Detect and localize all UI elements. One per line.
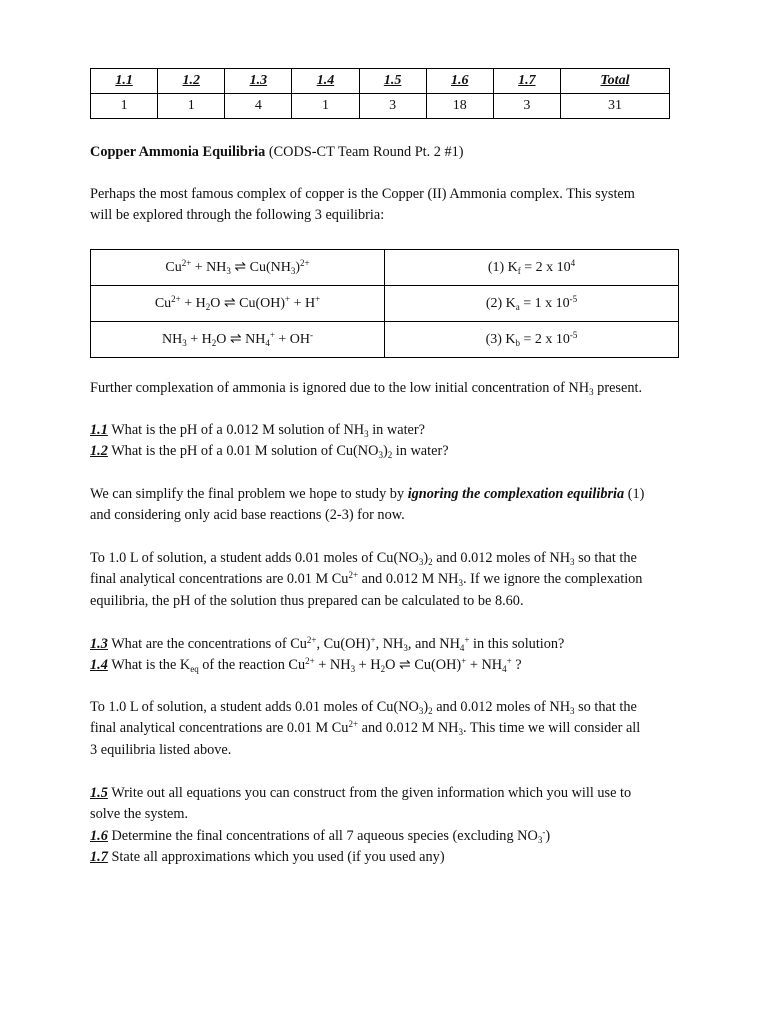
scenario-paragraph-1	[90, 548, 680, 612]
scenario-text: and 0.012 M NH	[358, 720, 459, 737]
scenario-text: . This time we will consider all	[463, 720, 641, 737]
score-table	[90, 68, 670, 119]
title-bold: Copper Ammonia Equilibria	[90, 144, 266, 160]
scenario-text: so that the	[574, 699, 637, 715]
score-header-cell: 1.2	[158, 69, 225, 94]
equilibrium-constant	[385, 286, 679, 322]
questions-1-3-1-4	[90, 634, 680, 677]
intro-line: Perhaps the most famous complex of copper is the Copper (II) Ammonia complex. This system	[90, 186, 635, 202]
score-header-row	[91, 69, 670, 94]
simplify-emphasis: ignoring the complexation equilibria	[407, 486, 625, 502]
question-text: What is the K	[107, 657, 191, 674]
question-number: 1.1	[90, 422, 108, 438]
score-value-cell: 3	[493, 94, 560, 119]
simplify-line: and considering only acid base reactions (2-3) for now.	[90, 507, 405, 524]
k-exponent: 4	[570, 257, 576, 268]
k-label: (1) K	[487, 259, 518, 275]
question-text: What is the pH of a 0.012 M solution of NH	[107, 422, 365, 438]
k-subscript: a	[515, 301, 520, 312]
subscript: 3	[378, 450, 383, 461]
scenario-paragraph-2	[90, 697, 680, 761]
scenario-text: and 0.012 moles of NH	[432, 699, 571, 715]
intro-paragraph	[90, 184, 680, 227]
k-label: (2) K	[485, 295, 516, 311]
question-text: What are the concentrations of Cu	[107, 636, 307, 652]
equilibrium-reaction: $Cu^{2+} + H_2O$ ⇌ Cu(OH)+ + H+	[91, 286, 385, 322]
simplify-text-end: (1)	[624, 486, 645, 502]
simplify-paragraph	[90, 484, 680, 527]
score-header-cell: 1.3	[225, 69, 292, 94]
question-text: Write out all equations you can construct from the given information which you will use to	[107, 785, 632, 801]
equilibrium-reaction: $Cu^{2+} + NH_3$ ⇌ $Cu(NH_3)^{2+}$	[91, 250, 385, 286]
question-number: 1.4	[90, 657, 108, 674]
scenario-text: To 1.0 L of solution, a student adds 0.01 moles of Cu(NO	[90, 699, 419, 715]
score-value-cell: 31	[560, 94, 669, 119]
question-text: What is the pH of a 0.01 M solution of Cu(NO	[107, 443, 379, 460]
equilibrium-row	[91, 286, 679, 322]
k-value: = 2 x 10	[520, 259, 571, 275]
score-value-row	[91, 94, 670, 119]
equilibria-table	[90, 249, 679, 358]
further-complexation-note	[90, 378, 680, 399]
k-value: = 2 x 10	[520, 331, 570, 347]
score-value-cell: 18	[426, 94, 493, 119]
superscript: 2+	[348, 570, 359, 581]
score-header-cell: 1.6	[426, 69, 493, 94]
k-value: = 1 x 10	[519, 295, 570, 311]
question-number: 1.2	[90, 443, 108, 460]
score-value-cell: 4	[225, 94, 292, 119]
subscript: 3	[364, 429, 369, 439]
questions-1-1-1-2	[90, 420, 680, 463]
question-number: 1.5	[90, 785, 108, 801]
score-value-cell: 1	[158, 94, 225, 119]
question-text-end: in water?	[368, 422, 426, 438]
k-subscript: b	[515, 337, 521, 348]
superscript: 2+	[348, 719, 359, 730]
question-text: State all approximations which you used (if you used any)	[107, 848, 445, 865]
question-text-continued: solve the system.	[90, 806, 189, 823]
scenario-text: and 0.012 M NH	[358, 571, 459, 588]
scenario-text: final analytical concentrations are 0.01 M Cu	[90, 571, 349, 588]
question-number: 1.7	[90, 848, 108, 865]
question-number: 1.3	[90, 636, 108, 652]
question-text: Determine the final concentrations of all 7 aqueous species (excluding NO	[107, 827, 538, 844]
equilibrium-constant	[385, 250, 679, 286]
simplify-text: We can simplify the final problem we hope to study by	[90, 486, 408, 502]
intro-line: will be explored through the following 3 equilibria:	[90, 207, 385, 224]
score-header-cell: 1.4	[292, 69, 359, 94]
equilibrium-row	[91, 322, 679, 358]
equilibrium-reaction: $NH_3 + H_2O$ ⇌ $NH_4^+ + OH^-$	[91, 322, 385, 358]
scenario-text: To 1.0 L of solution, a student adds 0.01 moles of Cu(NO	[90, 550, 419, 566]
scenario-line: equilibria, the pH of the solution thus prepared can be calculated to be 8.60.	[90, 592, 524, 609]
question-1-6: 1.6 Determine the final concentrations of all 7 aqueous species (excluding $NO_3^-$)	[90, 826, 551, 845]
simplify-line	[90, 484, 680, 505]
k-label: (3) K	[485, 331, 516, 347]
subscript: 3	[570, 706, 575, 716]
subscript: 3	[589, 387, 594, 397]
scenario-line: To 1.0 L of solution, a student adds 0.01 moles of $Cu(NO_3)_2$ and 0.012 moles of $NH_3$ so that the	[90, 699, 637, 716]
subscript: 3	[418, 557, 424, 567]
scenario-text: and 0.012 moles of NH	[432, 550, 571, 566]
equilibrium-row	[91, 250, 679, 286]
scenario-text: final analytical concentrations are 0.01 M Cu	[90, 720, 349, 737]
k-exponent: -5	[569, 329, 578, 340]
scenario-line: 3 equilibria listed above.	[90, 741, 232, 758]
title-rest: (CODS-CT Team Round Pt. 2 #1)	[265, 144, 464, 160]
score-value-cell: 3	[359, 94, 426, 119]
question-1-2: 1.2 What is the pH of a 0.01 M solution of $Cu(NO_3)_2$ in water?	[90, 443, 449, 461]
subscript: 3	[570, 557, 575, 567]
score-header-cell: 1.5	[359, 69, 426, 94]
score-header-cell: 1.7	[493, 69, 560, 94]
questions-1-5-1-7	[90, 783, 680, 868]
score-value-cell: 1	[292, 94, 359, 119]
subscript: 2	[387, 450, 393, 461]
question-1-3: 1.3 What are the concentrations of $Cu^{2+}$, Cu(OH)+, $NH_3$, and $NH_4^+$ in this solution?	[90, 635, 565, 653]
scenario-line	[90, 718, 680, 739]
note-text: Further complexation of ammonia is ignored due to the low initial concentration of NH	[90, 380, 590, 396]
subscript: 2	[428, 706, 433, 716]
subscript: 3	[458, 727, 464, 738]
problem-title	[90, 142, 680, 163]
question-1-1	[90, 420, 680, 441]
question-1-4: 1.4 What is the $K_{eq}$ of the reaction $Cu^{2+} + NH_3 + H_2O$ ⇌ $Cu(OH)^+ + NH_4^+$ ?	[90, 656, 522, 675]
scenario-text: . If we ignore the complexation	[463, 571, 643, 588]
score-value-cell: 1	[91, 94, 158, 119]
k-exponent: -5	[569, 293, 578, 304]
question-text-end: in water?	[392, 443, 449, 460]
question-1-7	[90, 847, 680, 868]
k-subscript: f	[517, 265, 521, 276]
equilibrium-constant	[385, 322, 679, 358]
subscript: 2	[428, 557, 433, 567]
question-number: 1.6	[90, 827, 108, 844]
question-1-5	[90, 783, 680, 804]
score-header-cell: 1.1	[91, 69, 158, 94]
scenario-line: To 1.0 L of solution, a student adds 0.01 moles of $Cu(NO_3)_2$ and 0.012 moles of $NH_3$ so that the	[90, 550, 637, 567]
score-header-cell: Total	[560, 69, 669, 94]
scenario-line	[90, 569, 680, 590]
subscript: 3	[458, 578, 464, 589]
subscript: 3	[418, 706, 424, 716]
scenario-text: so that the	[574, 550, 637, 566]
note-text-end: present.	[593, 380, 643, 396]
